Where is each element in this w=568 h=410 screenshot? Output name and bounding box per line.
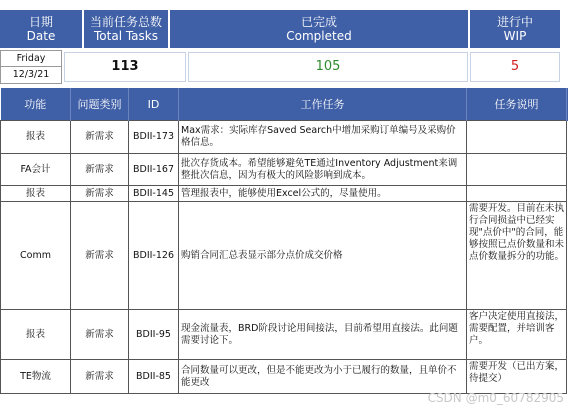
table-row [1,186,568,202]
total-tasks-header-en: Total Tasks [94,29,158,43]
cell-category: 新需求 [71,310,129,360]
cell-note [467,186,567,202]
table-header-row [1,88,568,121]
cell-note [467,154,567,186]
completed-header [170,10,468,48]
date-header [0,10,82,48]
completed-header-cn: 已完成 [300,15,337,29]
cell-function: 报表 [1,186,71,202]
wip-header-cn: 进行中 [496,15,533,29]
table-row [1,360,568,394]
table-row [1,154,568,186]
date-cell [0,50,62,84]
cell-task: 管理报表中，能够使用Excel公式的，尽量使用。 [179,186,467,202]
date-header-cn: 日期 [28,15,53,29]
cell-note: 需要开发（已出方案，待提交） [467,360,567,394]
col-header-note: 任务说明 [467,88,567,121]
cell-note [467,121,567,154]
cell-category: 新需求 [71,186,129,202]
col-header-task: 工作任务 [179,88,467,121]
wip-value: 5 [470,52,560,82]
cell-function: 报表 [1,121,71,154]
total-tasks-header-cn: 当前任务总数 [89,15,162,29]
cell-function: 报表 [1,310,71,360]
cell-category: 新需求 [71,154,129,186]
cell-category: 新需求 [71,360,129,394]
table-row [1,121,568,154]
cell-id: BDII-173 [129,121,179,154]
cell-category: 新需求 [71,121,129,154]
cell-function: TE物流 [1,360,71,394]
cell-id: BDII-95 [129,310,179,360]
wip-header [470,10,560,48]
cell-function: FA会计 [1,154,71,186]
cell-function: Comm [1,202,71,310]
task-table [0,88,568,394]
col-header-category: 问题类别 [71,88,129,121]
col-header-function: 功能 [1,88,71,121]
table-row [1,310,568,360]
cell-task: 现金流量表，BRD阶段讨论用间接法，目前希望用直接法。此问题需要讨论下。 [179,310,467,360]
date-value: 12/3/21 [12,69,50,80]
total-tasks-value: 113 [64,52,186,82]
completed-value: 105 [188,52,468,82]
cell-note: 客户决定使用直接法，需要配置，并培训客户。 [467,310,567,360]
total-tasks-header [84,10,168,48]
table-row [1,202,568,310]
cell-id: BDII-85 [129,360,179,394]
weekday: Friday [1,51,61,67]
completed-header-en: Completed [286,29,352,43]
cell-id: BDII-145 [129,186,179,202]
wip-header-en: WIP [503,29,527,43]
cell-id: BDII-167 [129,154,179,186]
cell-category: 新需求 [71,202,129,310]
cell-id: BDII-126 [129,202,179,310]
cell-task: 合同数量可以更改，但是不能更改为小于已履行的数量，且单价不能更改 [179,360,467,394]
cell-task: Max需求：实际库存Saved Search中增加采购订单编号及采购价格信息。 [179,121,467,154]
cell-task: 批次存货成本。希望能够避免TE通过Inventory Adjustment来调整批次信息，因为有极大的风险影响到成本。 [179,154,467,186]
date-header-en: Date [26,29,56,43]
cell-task: 购销合同汇总表显示部分点价成交价格 [179,202,467,310]
watermark: CSDN @m0_60782905 [427,391,564,405]
cell-note: 需要开发。目前在未执行合同损益中已经实现"点价中"的合同，能够按照已点价数量和未点价数量拆分的功能。 [467,202,567,310]
task-table-wrapper [0,88,568,410]
col-header-id: ID [129,88,179,121]
